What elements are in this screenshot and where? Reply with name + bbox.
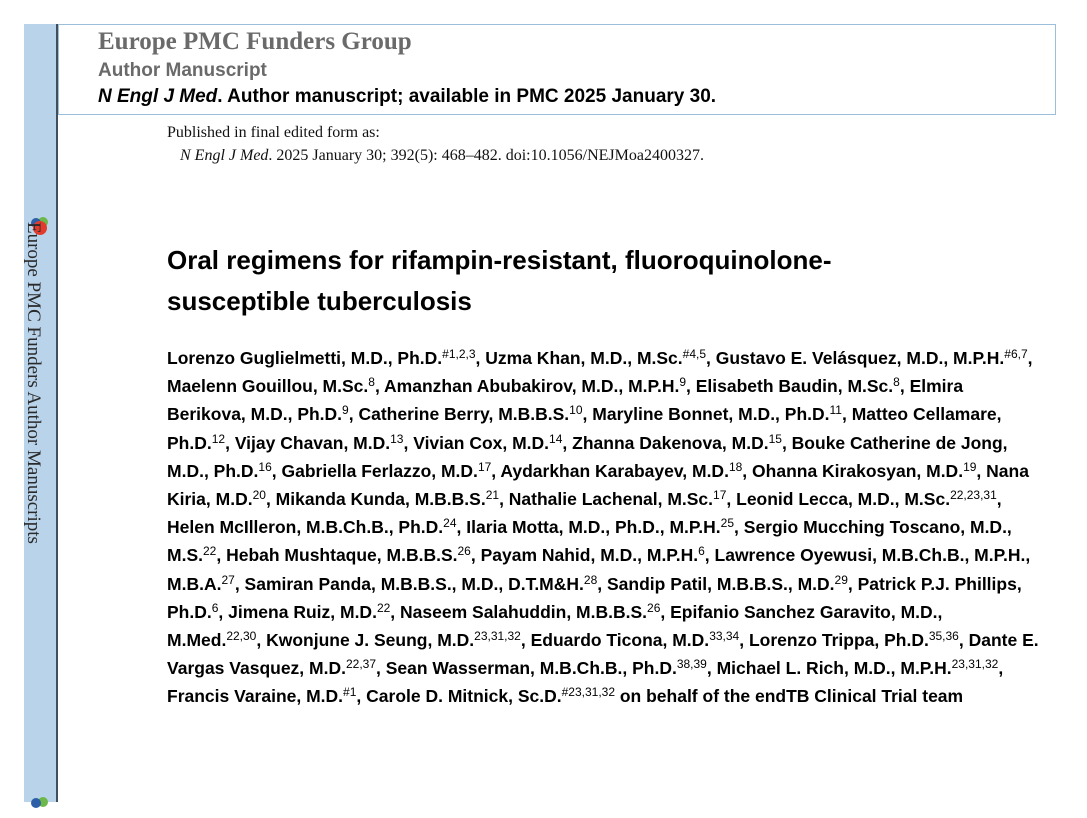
author-entry — [386, 658, 707, 678]
author-name: Sergio Mucching Toscano, M.D., M.S. — [167, 517, 1012, 566]
author-affiliation: 21 — [485, 488, 500, 503]
author-name: Sandip Patil, M.B.B.S., M.D. — [607, 573, 835, 594]
author-entry — [228, 602, 390, 622]
author-manuscript-label: Author Manuscript — [98, 60, 267, 81]
author-name: Michael L. Rich, M.D., M.P.H. — [716, 658, 952, 679]
author-affiliation: 25 — [720, 516, 735, 531]
author-entry — [413, 433, 562, 453]
author-entry — [481, 545, 705, 565]
author-entry — [485, 348, 706, 368]
author-affiliation: 6 — [211, 600, 219, 615]
author-name: Nana Kiria, M.D. — [167, 460, 1029, 510]
author-name: Uzma Khan, M.D., M.Sc. — [485, 348, 683, 368]
author-affiliation: 22,37 — [345, 657, 376, 672]
author-affiliation: 28 — [583, 572, 598, 587]
author-entry — [358, 404, 582, 424]
author-entry — [607, 574, 848, 594]
author-name: Hebah Mushtaque, M.B.B.S. — [226, 545, 458, 566]
published-info — [167, 121, 704, 167]
author-name: Naseem Salahuddin, M.B.B.S. — [400, 601, 648, 622]
author-affiliation: 22,30 — [226, 629, 257, 644]
author-entry — [266, 630, 521, 650]
journal-name: N Engl J Med — [98, 86, 218, 107]
author-name: Helen McIlleron, M.B.Ch.B., Ph.D. — [167, 517, 444, 538]
author-name: Bouke Catherine de Jong, M.D., Ph.D. — [167, 432, 1008, 481]
author-affiliation: 33,34 — [709, 629, 740, 644]
author-affiliation: 26 — [457, 544, 471, 559]
author-affiliation: 23,31,32 — [474, 629, 521, 644]
europe-pmc-logo-icon — [29, 796, 51, 818]
author-affiliation: 22 — [376, 600, 391, 615]
author-entry — [752, 461, 976, 481]
author-affiliation: 17 — [477, 459, 492, 474]
author-affiliation: 20 — [252, 488, 266, 503]
author-name: Payam Nahid, M.D., M.P.H. — [480, 545, 699, 566]
author-affiliation: 9 — [679, 375, 687, 390]
manuscript-header — [58, 24, 1056, 115]
author-name: Patrick P.J. Phillips, Ph.D. — [167, 573, 1022, 622]
author-affiliation: #6,7 — [1004, 347, 1028, 361]
author-affiliation: 18 — [728, 459, 743, 474]
author-name: Vijay Chavan, M.D. — [234, 432, 391, 453]
author-name: Maryline Bonnet, M.D., Ph.D. — [592, 404, 830, 425]
author-entry — [717, 658, 999, 678]
author-entry — [276, 489, 499, 509]
author-name: Kwonjune J. Seung, M.D. — [266, 630, 475, 651]
citation-details: . 2025 January 30; 392(5): 468–482. doi:10.1056/NEJMoa2400327. — [268, 147, 704, 164]
author-name: Eduardo Ticona, M.D. — [530, 630, 710, 651]
author-affiliation: 12 — [211, 431, 226, 446]
author-name: Carole D. Mitnick, Sc.D. — [366, 686, 562, 707]
author-name: Dante E. Vargas Vasquez, M.D. — [167, 630, 1039, 679]
author-name: Matteo Cellamare, Ph.D. — [167, 404, 1002, 453]
author-entry — [572, 433, 782, 453]
author-affiliation: 10 — [569, 403, 583, 418]
author-affiliation: #1,2,3 — [442, 347, 476, 361]
author-affiliation: 24 — [443, 516, 457, 531]
author-affiliation: 22 — [202, 544, 217, 559]
author-entry — [531, 630, 740, 650]
author-name: Jimena Ruiz, M.D. — [228, 601, 377, 622]
author-affiliation: 29 — [834, 572, 848, 587]
author-affiliation: 14 — [549, 431, 563, 446]
author-name: Sean Wasserman, M.B.Ch.B., Ph.D. — [385, 658, 677, 679]
published-label: Published in final edited form as: — [167, 124, 380, 141]
author-affiliation: 26 — [647, 600, 661, 615]
author-affiliation: 17 — [713, 488, 727, 503]
author-entry — [696, 376, 900, 396]
availability-text: . Author manuscript; available in PMC 2025 January 30. — [217, 86, 717, 107]
citation-line — [167, 144, 704, 167]
author-entry — [500, 461, 742, 481]
authors-suffix: on behalf of the endTB Clinical Trial team — [615, 686, 964, 707]
author-affiliation: 13 — [390, 431, 404, 446]
author-name: Epifanio Sanchez Garavito, M.D., M.Med. — [167, 601, 943, 651]
author-name: Lorenzo Trippa, Ph.D. — [748, 630, 929, 651]
sidebar-label: Europe PMC Funders Author Manuscripts — [23, 222, 44, 544]
author-entry — [245, 574, 598, 594]
author-affiliation: 16 — [258, 459, 272, 474]
author-entry — [235, 433, 404, 453]
author-entry — [466, 517, 734, 537]
funders-group-title: Europe PMC Funders Group — [98, 28, 412, 55]
author-affiliation: 19 — [963, 459, 977, 474]
author-affiliation: 6 — [698, 544, 705, 559]
citation-journal: N Engl J Med — [180, 147, 269, 164]
author-name: Francis Varaine, M.D. — [167, 686, 344, 707]
author-name: Ilaria Motta, M.D., Ph.D., M.P.H. — [466, 517, 721, 538]
availability-line — [98, 86, 716, 108]
author-affiliation: 9 — [342, 403, 349, 418]
author-affiliation: 11 — [829, 403, 842, 418]
author-entry — [226, 545, 471, 565]
author-name: Elmira Berikova, M.D., Ph.D. — [167, 376, 964, 425]
author-name: Gustavo E. Velásquez, M.D., M.P.H. — [715, 348, 1005, 368]
author-name: Catherine Berry, M.B.B.S. — [358, 404, 570, 425]
author-name: Nathalie Lachenal, M.Sc. — [508, 489, 714, 510]
author-name: Mikanda Kunda, M.B.B.S. — [275, 489, 486, 510]
author-affiliation: 8 — [893, 375, 900, 390]
author-entry — [716, 348, 1028, 368]
author-affiliation: 23,31,32 — [951, 657, 999, 672]
author-name: Ohanna Kirakosyan, M.D. — [752, 460, 964, 481]
author-affiliation: 15 — [768, 431, 782, 446]
author-entry — [384, 376, 686, 396]
author-affiliation: #23,31,32 — [561, 685, 615, 700]
author-name: Zhanna Dakenova, M.D. — [572, 432, 769, 453]
author-affiliation: #1 — [343, 685, 357, 700]
author-entry — [736, 489, 997, 509]
article-title: Oral regimens for rifampin-resistant, fluoroquinolone-susceptible tuberculosis — [167, 245, 832, 316]
author-name: Elisabeth Baudin, M.Sc. — [695, 376, 894, 397]
author-affiliation: #4,5 — [682, 347, 707, 361]
author-name: Leonid Lecca, M.D., M.Sc. — [736, 489, 951, 510]
author-entry — [281, 461, 491, 481]
author-name: Maelenn Gouillou, M.Sc. — [167, 376, 369, 397]
author-name: Vivian Cox, M.D. — [413, 432, 550, 453]
author-entry — [167, 376, 375, 396]
author-entry — [167, 686, 356, 706]
author-name: Lorenzo Guglielmetti, M.D., Ph.D. — [167, 348, 443, 368]
author-list: Lorenzo Guglielmetti, M.D., Ph.D.$^{\#1,2,3}$, Uzma Khan, M.D., M.Sc.$^{\#4,5}$, Gustavo E. Velásquez, M.D., M.P.H.$^{\#6,7}$, Maelenn Gouillou, M.Sc.$^8$, Amanzhan Abubakirov, M.D., M.P.H.$^9$, Elisabeth Baudin, M.Sc.$^8$, Elmira Berikova, M.D., Ph.D.$^9$, Catherine Berry, M.B.B.S.$^{10}$, Maryline Bonnet, M.D., Ph.D.$^{11}$, Matteo Cellamare, Ph.D.$^{12}$, Vijay Chavan, M.D.$^{13}$, Vivian Cox, M.D.$^{14}$, Zhanna Dakenova, M.D.$^{15}$, Bouke Catherine de Jong, M.D., Ph.D.$^{16}$, Gabriella Ferlazzo, M.D.$^{17}$, Aydarkhan Karabayev, M.D.$^{18}$, Ohanna Kirakosyan, M.D.$^{19}$, Nana Kiria, M.D.$^{20}$, Mikanda Kunda, M.B.B.S.$^{21}$, Nathalie Lachenal, M.Sc.$^{17}$, Leonid Lecca, M.D., M.Sc.$^{22,23,31}$, Helen McIlleron, M.B.Ch.B., Ph.D.$^{24}$, Ilaria Motta, M.D., Ph.D., M.P.H.$^{25}$, Sergio Mucching Toscano, M.D., M.S.$^{22}$, Hebah Mushtaque, M.B.B.S.$^{26}$, Payam Nahid, M.D., M.P.H.$^6$, Lawrence Oyewusi, M.B.Ch.B., M.P.H., M.B.A.$^{27}$, Samiran Panda, M.B.B.S., M.D., D.T.M&H.$^{28}$, Sandip Patil, M.B.B.S., M.D.$^{29}$, Patrick P.J. Phillips, Ph.D.$^6$, Jimena Ruiz, M.D.$^{22}$, Naseem Salahuddin, M.B.B.S.$^{26}$, Epifanio Sanchez Garavito, M.D., M.Med.$^{22,30}$, Kwonjune J. Seung, M.D.$^{23,31,32}$, Eduardo Ticona, M.D.$^{33,34}$, Lorenzo Trippa, Ph.D.$^{35,36}$, Dante E. Vargas Vasquez, M.D.$^{22,37}$, Sean Wasserman, M.B.Ch.B., Ph.D.$^{38,39}$, Michael L. Rich, M.D., M.P.H.$^{23,31,32}$, Francis Varaine, M.D.$^{\#1}$, Carole D. Mitnick, Sc.D.$^{\#23,31,32}$ on behalf of the endTB Clinical Trial team — [167, 347, 1039, 707]
author-entry — [167, 517, 457, 537]
author-name: Lawrence Oyewusi, M.B.Ch.B., M.P.H., M.B.A. — [167, 545, 1031, 594]
author-name: Samiran Panda, M.B.B.S., M.D., D.T.M&H. — [244, 573, 584, 594]
author-affiliation: 22,23,31 — [950, 488, 997, 503]
author-name: Amanzhan Abubakirov, M.D., M.P.H. — [384, 376, 680, 397]
author-affiliation: 27 — [221, 572, 235, 587]
author-affiliation: 38,39 — [676, 657, 707, 672]
author-entry — [749, 630, 959, 650]
author-entry — [592, 404, 842, 424]
author-entry — [400, 602, 660, 622]
author-affiliation: 8 — [368, 375, 375, 390]
author-entry — [167, 348, 476, 368]
author-entry — [509, 489, 727, 509]
author-name: Aydarkhan Karabayev, M.D. — [500, 460, 729, 481]
author-affiliation: 35,36 — [928, 629, 959, 644]
author-entry — [366, 686, 615, 706]
author-name: Gabriella Ferlazzo, M.D. — [281, 460, 478, 481]
